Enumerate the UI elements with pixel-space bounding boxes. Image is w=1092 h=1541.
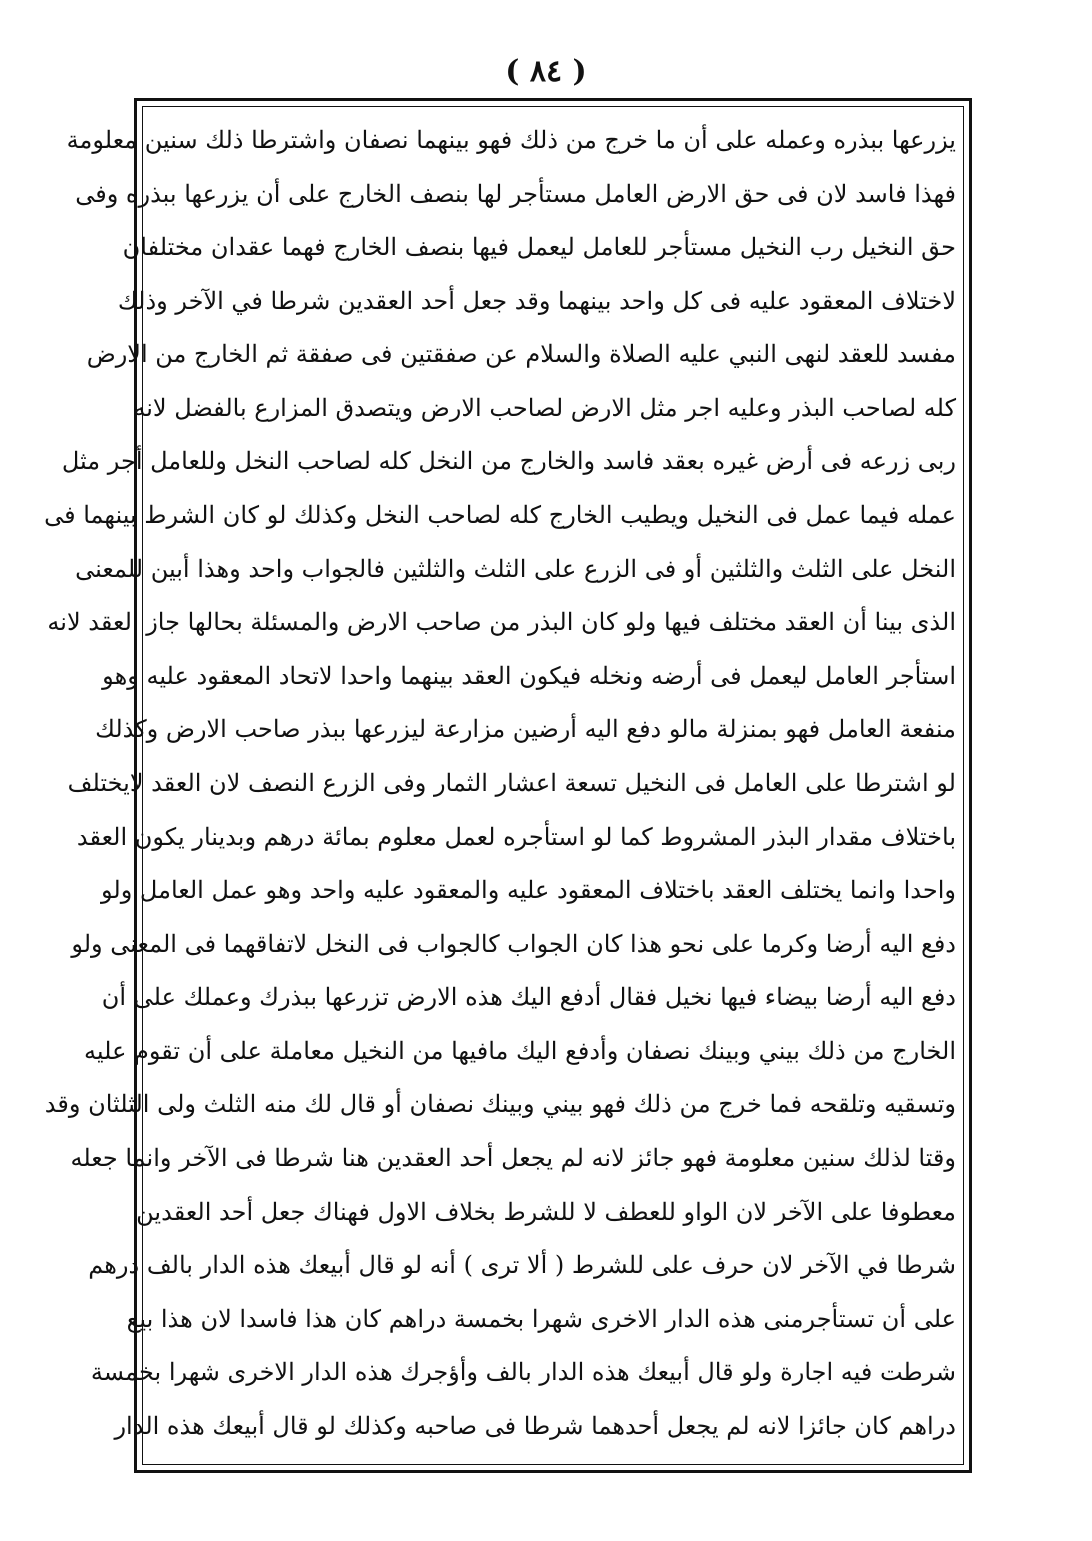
text-line: وقتا لذلك سنين معلومة فهو جائز لانه لم يجعل أحد العقدين هنا شرطا فى الآخر وانما جعله [70,1143,956,1172]
text-line: لو اشترطا على العامل فى النخيل تسعة اعشار الثمار وفى الزرع النصف لان العقد لايختلف [67,768,956,797]
text-line: الخارج من ذلك بيني وبينك نصفان وأدفع اليك مافيها من النخيل معاملة على أن تقوم عليه [84,1036,956,1065]
text-line: كله لصاحب البذر وعليه اجر مثل الارض لصاحب الارض ويتصدق المزارع بالفضل لانه [133,393,956,422]
text-line: منفعة العامل فهو بمنزلة مالو دفع اليه أرضين مزارعة ليزرعها ببذر صاحب الارض وكذلك [95,715,956,744]
text-line: عمله فيما عمل فى النخيل ويطيب الخارج كله لصاحب النخل وكذلك لو كان الشرط بينهما فى [44,501,956,530]
text-body [44,106,956,1456]
text-line: دراهم كان جائزا لانه لم يجعل أحدهما شرطا فى صاحبه وكذلك لو قال أبيعك هذه الدار [114,1411,956,1440]
text-line: معطوفا على الآخر لان الواو للعطف لا للشرط بخلاف الاول فهناك جعل أحد العقدين [136,1197,956,1226]
text-line: دفع اليه أرضا وكرما على نحو هذا كان الجواب كالجواب فى النخل لاتفاقهما فى المعنى ولو [71,929,956,958]
text-line: باختلاف مقدار البذر المشروط كما لو استأجره لعمل معلوم بمائة درهم وبدينار يكون العقد [76,822,956,851]
text-line: شرطت فيه اجارة ولو قال أبيعك هذه الدار بالف وأؤجرك هذه الدار الاخرى شهرا بخمسة [90,1358,956,1387]
text-line: النخل على الثلث والثلثين أو فى الزرع على الثلث والثلثين فالجواب واحد وهذا أبين للمعنى [75,554,956,583]
text-line: يزرعها ببذره وعمله على أن ما خرج من ذلك فهو بينهما نصفان واشترطا ذلك سنين معلومة [66,126,956,154]
text-line: دفع اليه أرضا بيضاء فيها نخيل فقال أدفع اليك هذه الارض تزرعها ببذرك وعملك على أن [101,983,956,1012]
text-line: حق النخيل رب النخيل مستأجر للعامل ليعمل فيها بنصف الخارج فهما عقدان مختلفان [122,233,956,262]
text-line: الذى بينا أن العقد مختلف فيها ولو كان البذر من صاحب الارض والمسئلة بحالها جاز العقد لانه [47,608,956,637]
text-line: واحدا وانما يختلف العقد باختلاف المعقود عليه والمعقود عليه واحد وهو عمل العامل ولو [101,876,956,905]
text-line: وتسقيه وتلقحه فما خرج من ذلك فهو بيني وبينك نصفان أو قال لك منه الثلث ولى الثلثان وقد [44,1090,956,1119]
text-line: فهذا فاسد لان فى حق الارض العامل مستأجر لها بنصف الخارج على أن يزرعها ببذره وفى [75,179,956,208]
page-number: ( ٨٤ ) [505,54,587,89]
text-line: مفسد للعقد لنهى النبي عليه الصلاة والسلام عن صفقتين فى صفقة ثم الخارج من الارض [86,340,956,369]
text-line: شرطا في الآخر لان حرف على للشرط ( ألا ترى ) أنه لو قال أبيعك هذه الدار بالف درهم [88,1251,956,1280]
text-line: ربى زرعه فى أرض غيره بعقد فاسد والخارج من النخل كله لصاحب النخل وللعامل أجر مثل [61,447,956,476]
text-line: على أن تستأجرمنى هذه الدار الاخرى شهرا بخمسة دراهم كان هذا فاسدا لان هذا بيع [126,1304,956,1333]
text-line: لاختلاف المعقود عليه فى كل واحد بينهما وقد جعل أحد العقدين شرطا في الآخر وذلك [117,286,956,315]
text-line: استأجر العامل ليعمل فى أرضه ونخله فيكون العقد بينهما واحدا لاتحاد المعقود عليه وهو [102,661,956,690]
